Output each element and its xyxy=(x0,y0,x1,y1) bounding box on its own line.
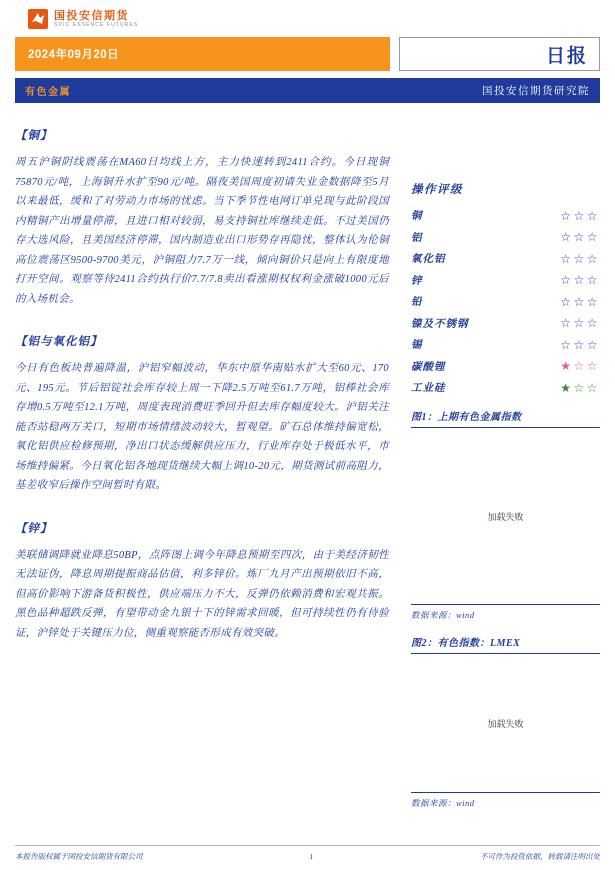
logo-text xyxy=(54,10,138,29)
page-number: 1 xyxy=(309,852,314,861)
section-body-zinc: 美联储调降就业降息50BP，点阵图上调今年降息预期至四次，由于美经济韧性无法证伪，降息周期提振商品估值，利多锌价。炼厂九月产出预期依旧不高，但高价影响下游备货积极性，供应端压力不大，反弹仍依赖消费和宏观共振。黑色品种超跌反弹，有望带动金九银十下的锌需求回暖，但可持续性仍有待验证，沪锌处于关键压力位，侧重观察能否形成有效突破。 xyxy=(15,549,389,639)
figure-2 xyxy=(411,634,600,809)
main-area xyxy=(15,103,600,809)
logo-company-subtitle: SDIC ESSENCE FUTURES xyxy=(54,21,139,28)
rating-row-alumina xyxy=(411,251,600,266)
section-copper xyxy=(15,127,389,309)
rating-name: 镍及不锈钢 xyxy=(411,318,469,330)
figure-2-data-source: 数据来源：wind xyxy=(411,792,600,809)
ratings-title: 操作评级 xyxy=(411,184,463,196)
rating-row-aluminum xyxy=(411,230,600,245)
section-aluminum-alumina xyxy=(15,333,389,496)
page-footer xyxy=(15,845,600,862)
rating-name: 锌 xyxy=(411,275,423,287)
figure-1-chart-area xyxy=(411,428,600,604)
sidebar-column xyxy=(389,103,600,809)
rating-row-copper xyxy=(411,208,600,223)
report-date: 2024年09月20日 xyxy=(28,49,120,61)
rating-stars-5: ☆☆☆ xyxy=(560,316,600,330)
figure-1-load-failed-placeholder: 加载失败 xyxy=(487,511,524,522)
company-logo-icon xyxy=(28,9,48,29)
figure-2-caption: 图2：有色指数：LMEX xyxy=(411,634,600,654)
rating-row-lithium-carbonate xyxy=(411,359,600,374)
rating-name: 铜 xyxy=(411,211,423,222)
figure-1-data-source: 数据来源：wind xyxy=(411,604,600,621)
logo-company-name: 国投安信期货 xyxy=(54,9,129,22)
research-institute: 国投安信期货研究院 xyxy=(482,85,590,97)
section-zinc xyxy=(15,520,389,644)
rating-stars-6: ☆☆☆ xyxy=(560,337,600,352)
section-title-copper: 【铜】 xyxy=(15,130,53,142)
figure-1-caption: 图1：上期有色金属指数 xyxy=(411,408,600,428)
footer-copyright: 本报告版权属于国投安信期货有限公司 xyxy=(15,852,143,861)
figure-2-load-failed-placeholder: 加载失败 xyxy=(487,718,524,729)
report-date-bar xyxy=(15,37,390,71)
section-title-aluminum-alumina: 【铝与氧化铝】 xyxy=(15,336,103,348)
report-type-box xyxy=(399,37,600,71)
rating-row-industrial-silicon xyxy=(411,380,600,395)
category-bar xyxy=(15,78,600,103)
section-body-copper: 周五沪铜阴线震荡在MA60日均线上方，主力快速转到2411合约。今日现铜75870元/吨，上海铜升水扩至90元/吨。隔夜美国周度初请失业金数据降至5月以来最低，缓和了对劳动力市场的忧虑。当下季节性电网订单兑现与此阶段国内精铜产出增量停滞，且进口相对较弱，易支持铜社库继续走低。不过美国仍存大选风险，且美国经济停滞，国内制造业出口形势存再隐忧，整体认为伦铜高位震荡区9500-9700美元，沪铜阻力7.7万一线，倾向铜价只是向上有限度地打开空间。观察等待2411合约执行价7.7/7.8卖出看涨期权权利金涨破1000元后的入场机会。 xyxy=(15,157,389,305)
report-header xyxy=(15,37,600,71)
figure-1 xyxy=(411,408,600,621)
rating-stars-8: ★☆☆ xyxy=(560,380,600,395)
report-body-column xyxy=(15,103,389,809)
rating-row-tin xyxy=(411,337,600,352)
rating-stars-0: ☆☆☆ xyxy=(560,208,600,223)
rating-name: 氧化铝 xyxy=(411,254,446,265)
rating-stars-2: ☆☆☆ xyxy=(560,251,600,266)
rating-stars-7: ★☆☆ xyxy=(560,359,600,373)
rating-name: 碳酸锂 xyxy=(411,361,446,373)
footer-disclaimer: 不可作为投资依据，转载请注明出处 xyxy=(480,852,600,861)
rating-stars-1: ☆☆☆ xyxy=(560,230,600,244)
company-logo xyxy=(0,0,615,29)
section-title-zinc: 【锌】 xyxy=(15,522,53,535)
report-type-label: 日报 xyxy=(545,45,588,67)
rating-name: 锡 xyxy=(411,340,423,351)
rating-row-lead xyxy=(411,294,600,309)
rating-name: 工业硅 xyxy=(411,383,446,394)
report-category: 有色金属 xyxy=(25,87,71,98)
rating-stars-4: ☆☆☆ xyxy=(560,294,600,309)
rating-row-nickel-stainless xyxy=(411,316,600,331)
rating-row-zinc xyxy=(411,273,600,288)
rating-name: 铅 xyxy=(411,297,423,308)
section-body-aluminum-alumina: 今日有色板块普遍降温，沪铝窄幅波动，华东中原华南贴水扩大至60元、170元、195元。节后铝锭社会库存较上周一下降2.5万吨至61.7万吨，铝棒社会库存增0.5万吨至12.1万吨，周度表现消费旺季回升但去库存幅度较大。沪铝关注能否站稳两万关口，短期市场情绪波动较大，暂观望。矿石总体维持偏宽松，氧化铝供应检修预期，净出口状态缓解供应压力，行业库存处于极低水平，市场维持偏紧。今日氧化铝各地现货继续大幅上调10-20元，期货测试前高阻力，基差收窄后操作空间暂时有限。 xyxy=(15,363,389,491)
rating-name: 铝 xyxy=(411,232,423,244)
figure-2-chart-area xyxy=(411,654,600,792)
rating-stars-3: ☆☆☆ xyxy=(560,273,600,287)
